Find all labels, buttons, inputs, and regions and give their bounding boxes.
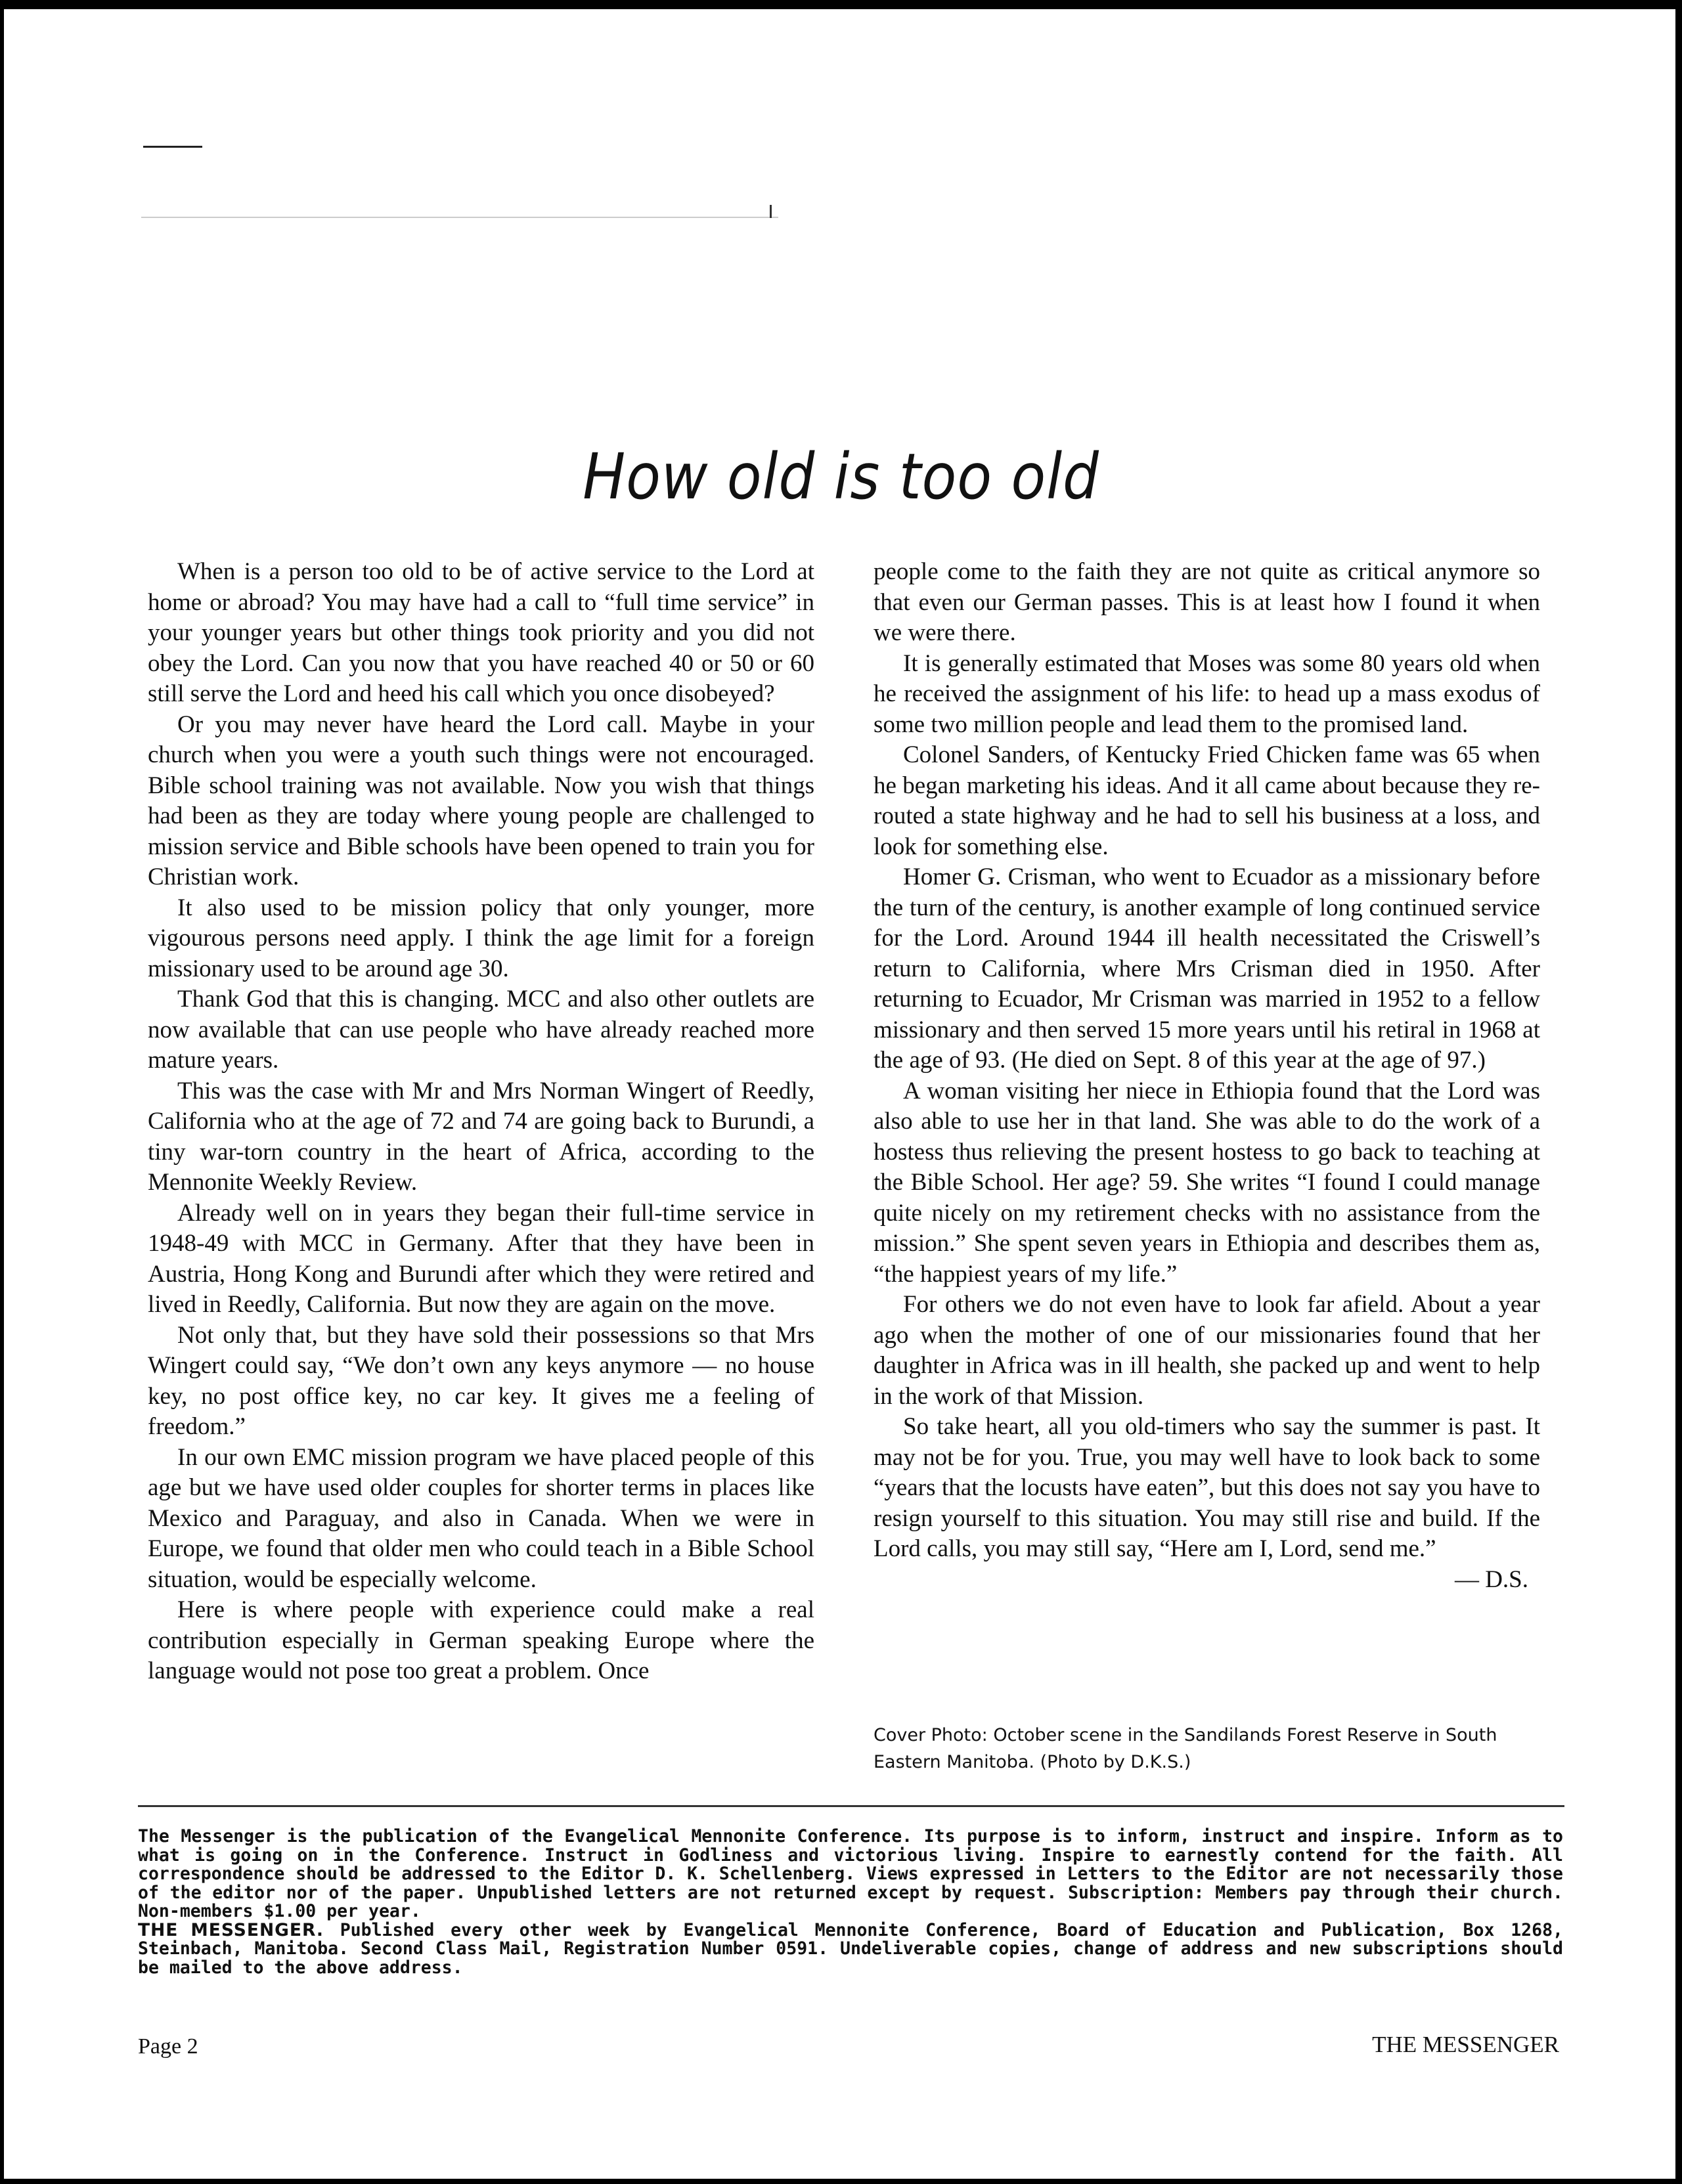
masthead-publication-details: Published every other week by Evangelical Mennonite Conference, Board of Education and Publication, Box 1268, Steinbach, Manitoba. Second Class Mail, Registration Number 0591. Undeliverable copies, change of address and new subscriptions should be mailed to the above address. xyxy=(138,1919,1563,1978)
article-paragraph: Thank God that this is changing. MCC and also other outlets are now available that can use people who have already reached more mature years. xyxy=(148,986,814,1074)
author-signature: — D.S. xyxy=(1454,1565,1528,1593)
scan-mark xyxy=(770,205,772,218)
article-paragraph: Already well on in years they began their full-time service in 1948-49 with MCC in Germany. After that they have been in Austria, Hong Kong and Burundi after which they were retired and lived in Reedly, California. But now they are again on the move. xyxy=(148,1199,814,1318)
masthead-about: The Messenger is the publication of the Evangelical Mennonite Conference. Its purpose is to inform, instruct and inspire. Inform as to what is going on in the Conference. Instruct in Godliness and victorious living. Inspire to earnestly contend for the faith. All correspondence should be addressed to the Editor D. K. Schellenberg. Views expressed in Letters to the Editor are not necessarily those of the editor nor of the paper. Unpublished letters are not returned except by request. Subscription: Members pay through their church. Non-members $1.00 per year. xyxy=(138,1826,1563,1921)
page-number: Page 2 xyxy=(138,2034,198,2059)
article-paragraph: It is generally estimated that Moses was some 80 years old when he received the assignment of his life: to head up a mass exodus of some two million people and lead them to the promised land. xyxy=(874,649,1540,738)
article-paragraph: A woman visiting her niece in Ethiopia found that the Lord was also able to use her in that land. She was able to do the work of a hostess thus relieving the present hostess to go back to teaching at the Bible School. Her age? 59. She writes “I found I could manage quite nicely on my retirement checks with no assistance from the mission.” She spent seven years in Ethiopia and describes them as, “the happiest years of my life.” xyxy=(874,1077,1540,1288)
scan-mark xyxy=(143,146,202,148)
article-paragraph-continued: people come to the faith they are not quite as critical anymore so that even our German passes. This is at least how I found it when we were there. xyxy=(874,558,1540,646)
scan-mark xyxy=(141,217,778,218)
article-paragraph: When is a person too old to be of active service to the Lord at home or abroad? You may have had a call to “full time service” in your younger years but other things took priority and you did not obey the Lord. Can you now that you have reached 40 or 50 or 60 still serve the Lord and heed his call which you once disobeyed? xyxy=(148,558,814,707)
cover-photo-caption: Cover Photo: October scene in the Sandilands Forest Reserve in South Eastern Manitoba. (Photo by D.K.S.) xyxy=(874,1725,1497,1772)
article-paragraph: Not only that, but they have sold their possessions so that Mrs Wingert could say, “We don’t own any keys anymore — no house key, no post office key, no car key. It gives me a feeling of freedom.” xyxy=(148,1321,814,1440)
divider-rule xyxy=(138,1805,1564,1807)
publication-name-footer: THE MESSENGER xyxy=(1372,2032,1559,2057)
masthead xyxy=(138,1827,1563,1977)
scan-border-top xyxy=(0,0,1682,9)
article-paragraph: For others we do not even have to look far afield. About a year ago when the mother of one of our missionaries found that her daughter in Africa was in ill health, she packed up and went to help in the work of that Mission. xyxy=(874,1291,1540,1410)
article-paragraph: Or you may never have heard the Lord call. Maybe in your church when you were a youth such things were not encouraged. Bible school training was not available. Now you wish that things had been as they are today where young people are challenged to mission service and Bible schools have been opened to train you for Christian work. xyxy=(148,710,814,890)
scan-border-bottom xyxy=(0,2179,1682,2184)
article-right-column xyxy=(874,557,1540,1595)
scan-border-left xyxy=(0,0,4,2184)
masthead-publication-name: THE MESSENGER. xyxy=(138,1919,324,1940)
article-paragraph: So take heart, all you old-timers who say the summer is past. It may not be for you. True, you may well have to look back to some “years that the locusts have eaten”, but this does not say you have to resign yourself to this situation. You may still rise and build. If the Lord calls, you may still say, “Here am I, Lord, send me.” xyxy=(874,1413,1540,1562)
article-left-column xyxy=(148,557,814,1687)
article-paragraph: It also used to be mission policy that only younger, more vigourous persons need apply. I think the age limit for a foreign missionary used to be around age 30. xyxy=(148,894,814,982)
scan-border-right xyxy=(1675,0,1682,2184)
article-paragraph: Homer G. Crisman, who went to Ecuador as a missionary before the turn of the century, is another example of long continued service for the Lord. Around 1944 ill health necessitated the Criswell’s return to California, where Mrs Crisman died in 1950. After returning to Ecuador, Mr Crisman was married in 1952 to a fellow missionary and then served 15 more years until his retiral in 1968 at the age of 93. (He died on Sept. 8 of this year at the age of 97.) xyxy=(874,863,1540,1074)
article-paragraph: Colonel Sanders, of Kentucky Fried Chicken fame was 65 when he began marketing his ideas. And it all came about because they re-routed a state highway and he had to sell his business at a loss, and look for something else. xyxy=(874,741,1540,860)
article-paragraph: This was the case with Mr and Mrs Norman Wingert of Reedly, California who at the age of 72 and 74 are going back to Burundi, a tiny war-torn country in the heart of Africa, according to the Mennonite Weekly Review. xyxy=(148,1077,814,1196)
article-paragraph: In our own EMC mission program we have placed people of this age but we have used older couples for shorter terms in places like Mexico and Paraguay, and also in Canada. When we were in Europe, we found that older men who could teach in a Bible School situation, would be especially welcome. xyxy=(148,1443,814,1593)
article-paragraph: Here is where people with experience could make a real contribution especially in German speaking Europe where the language would not pose too great a problem. Once xyxy=(148,1596,814,1684)
masthead-publication-info xyxy=(138,1921,1563,1978)
article-title: How old is too old xyxy=(583,440,1099,513)
